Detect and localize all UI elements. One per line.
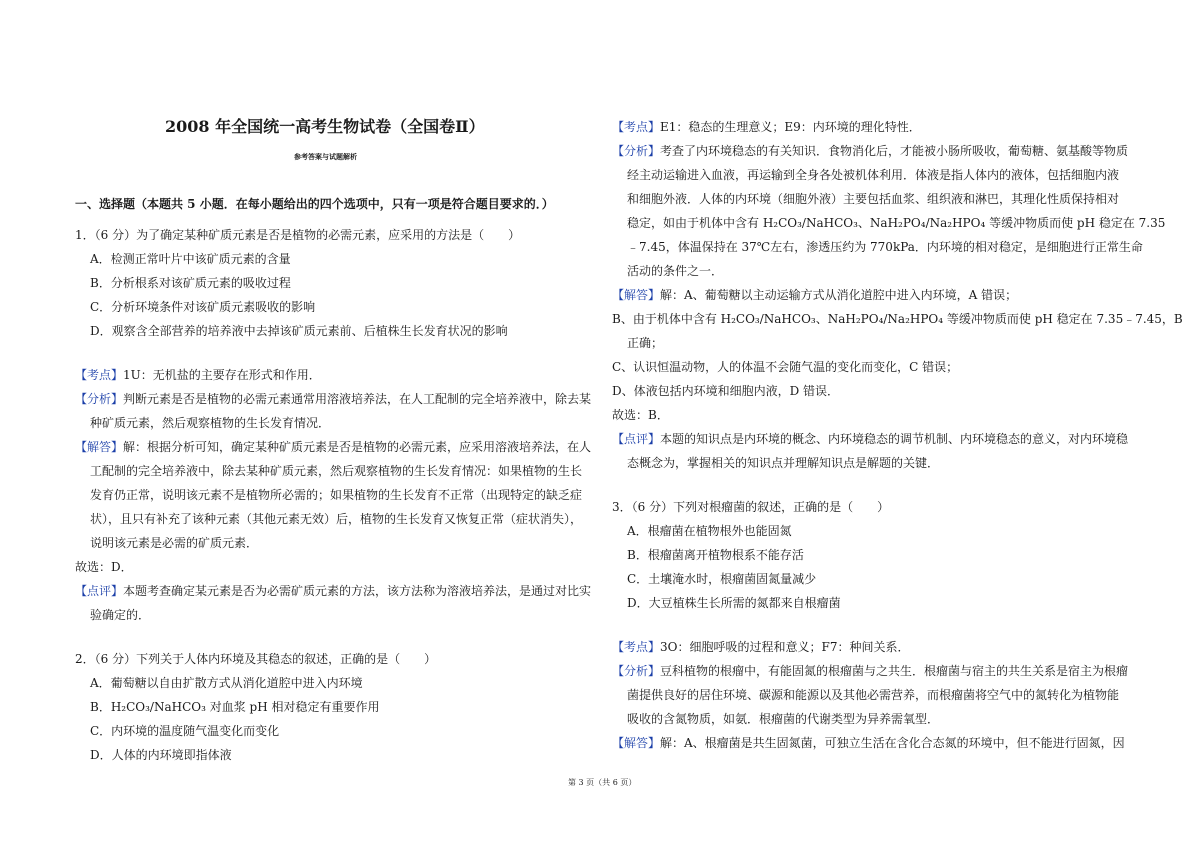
line-text: B．根瘤菌离开植物根系不能存活 [627,548,804,562]
section-tag: 【分析】 [612,664,661,678]
line-text: E1：稳态的生理意义；E9：内环境的理化特性． [660,120,921,134]
line-text: 解：根据分析可知，确定某种矿质元素是否是植物的必需元素，应采用溶液培养法，在人 [123,440,592,454]
section-heading: 一、选择题（本题共 5 小题．在每小题给出的四个选项中，只有一项是符合题目要求的．） [75,197,554,211]
line-text: 稳定，如由于机体中含有 H₂CO₃/NaHCO₃、NaH₂PO₄/Na₂HPO₄ 等缓冲物质而使 pH 稳定在 7.35 [627,216,1166,230]
right-column-line [612,118,921,136]
line-text: 正确； [627,336,664,350]
right-column-line [627,522,792,540]
line-text: ﹣7.45，体温保持在 37℃左右，渗透压约为 770kPa．内环境的相对稳定，是细胞进行正常生命 [627,240,1143,254]
line-text: A．检测正常叶片中该矿质元素的含量 [90,252,291,266]
line-text: A．根瘤菌在植物根外也能固氮 [627,524,792,538]
line-text: D．大豆植株生长所需的氮都来自根瘤菌 [627,596,841,610]
line-text: D、体液包括内环境和细胞内液，D 错误． [612,384,840,398]
line-text: 1U：无机盐的主要存在形式和作用． [123,368,321,382]
right-column-line [627,334,663,352]
line-text: B、由于机体中含有 H₂CO₃/NaHCO₃、NaH₂PO₄/Na₂HPO₄ 等缓冲物质而使 pH 稳定在 7.35﹣7.45，B [612,312,1183,326]
page-subtitle: 参考答案与试题解析 [294,152,357,161]
right-column-line [612,382,839,400]
line-text: 和细胞外液．人体的内环境（细胞外液）主要包括血浆、组织液和淋巴，其理化性质保持相对 [627,192,1120,206]
right-column-line [612,286,1017,304]
section-tag: 【分析】 [75,392,124,406]
right-column-line [627,214,1165,232]
line-text: 活动的条件之一． [627,264,724,278]
line-text: 考查了内环境稳态的有关知识．食物消化后，才能被小肠所吸收，葡萄糖、氨基酸等物质 [660,144,1129,158]
section-tag: 【解答】 [612,736,661,750]
right-column-line [612,498,889,516]
right-column-line [627,594,841,612]
line-text: 故选：B． [612,408,669,422]
right-column-line [627,570,816,588]
line-text: C、认识恒温动物，人的体温不会随气温的变化而变化，C 错误； [612,360,959,374]
section-tag: 【考点】 [612,120,661,134]
right-column-line [627,710,939,728]
section-tag: 【点评】 [612,432,661,446]
line-text: 解：A、葡萄糖以主动运输方式从消化道腔中进入内环境，A 错误； [660,288,1018,302]
right-column-line [612,662,1128,680]
line-text: 3O：细胞呼吸的过程和意义；F7：种间关系． [660,640,910,654]
line-text: 经主动运输进入血液，再运输到全身各处被机体利用．体液是指人体内的液体，包括细胞内液 [627,168,1120,182]
right-column-line [612,406,669,424]
line-text: 状），且只有补充了该种元素（其他元素无效）后，植物的生长发育又恢复正常（症状消失）， [90,512,583,526]
right-column-line [612,638,909,656]
page-footer: 第 3 页（共 6 页） [568,778,637,787]
line-text: 本题考查确定某元素是否为必需矿质元素的方法，该方法称为溶液培养法，是通过对比实 [123,584,592,598]
line-text: 本题的知识点是内环境的概念、内环境稳态的调节机制、内环境稳态的意义，对内环境稳 [660,432,1129,446]
line-text: 态概念为，掌握相关的知识点并理解知识点是解题的关键． [627,456,940,470]
section-tag: 【考点】 [612,640,661,654]
right-column-line [627,454,939,472]
line-text: 解：A、根瘤菌是共生固氮菌，可独立生活在含化合态氮的环境中，但不能进行固氮，因 [660,736,1125,750]
line-text: 3．（6 分）下列对根瘤菌的叙述，正确的是（ ） [612,500,890,514]
right-column-line [612,734,1125,752]
line-text: A．葡萄糖以自由扩散方式从消化道腔中进入内环境 [90,676,363,690]
section-tag: 【分析】 [612,144,661,158]
right-column-line [627,166,1119,184]
line-text: B．分析根系对该矿质元素的吸收过程 [90,276,291,290]
line-text: B．H₂CO₃/NaHCO₃ 对血浆 pH 相对稳定有重要作用 [90,700,380,714]
right-column-line [627,190,1119,208]
section-tag: 【解答】 [75,440,124,454]
line-text: 说明该元素是必需的矿质元素． [90,536,259,550]
line-text: 工配制的完全培养液中，除去某种矿质元素，然后观察植物的生长发育情况：如果植物的生长 [90,464,583,478]
section-tag: 【解答】 [612,288,661,302]
right-column-line [627,686,1119,704]
line-text: D．观察含全部营养的培养液中去掉该矿质元素前、后植株生长发育状况的影响 [90,324,508,338]
line-text: 种矿质元素，然后观察植物的生长发育情况． [90,416,331,430]
right-column-line [627,238,1143,256]
line-text: 判断元素是否是植物的必需元素通常用溶液培养法，在人工配制的完全培养液中，除去某 [123,392,592,406]
line-text: 2．（6 分）下列关于人体内环境及其稳态的叙述，正确的是（ ） [75,652,437,666]
right-column-line [612,310,1183,328]
line-text: 菌提供良好的居住环境、碳源和能源以及其他必需营养，而根瘤菌将空气中的氮转化为植物能 [627,688,1120,702]
right-column-line [612,430,1128,448]
right-column-line [612,358,958,376]
line-text: C．内环境的温度随气温变化而变化 [90,724,280,738]
line-text: 吸收的含氮物质，如氨．根瘤菌的代谢类型为异养需氧型． [627,712,940,726]
line-text: 故选：D． [75,560,133,574]
right-column-line [612,142,1128,160]
line-text: C．分析环境条件对该矿质元素吸收的影响 [90,300,316,314]
section-tag: 【考点】 [75,368,124,382]
line-text: 验确定的． [90,608,151,622]
line-text: C．土壤淹水时，根瘤菌固氮量减少 [627,572,817,586]
section-tag: 【点评】 [75,584,124,598]
line-text: 豆科植物的根瘤中，有能固氮的根瘤菌与之共生．根瘤菌与宿主的共生关系是宿主为根瘤 [660,664,1129,678]
line-text: 发育仍正常，说明该元素不是植物所必需的；如果植物的生长发育不正常（出现特定的缺乏症 [90,488,583,502]
right-column-line [627,546,804,564]
line-text: 1．（6 分）为了确定某种矿质元素是否是植物的必需元素，应采用的方法是（ ） [75,228,521,242]
line-text: D．人体的内环境即指体液 [90,748,232,762]
right-column-line [627,262,723,280]
page-title: 2008 年全国统一高考生物试卷（全国卷Ⅱ） [165,117,485,136]
